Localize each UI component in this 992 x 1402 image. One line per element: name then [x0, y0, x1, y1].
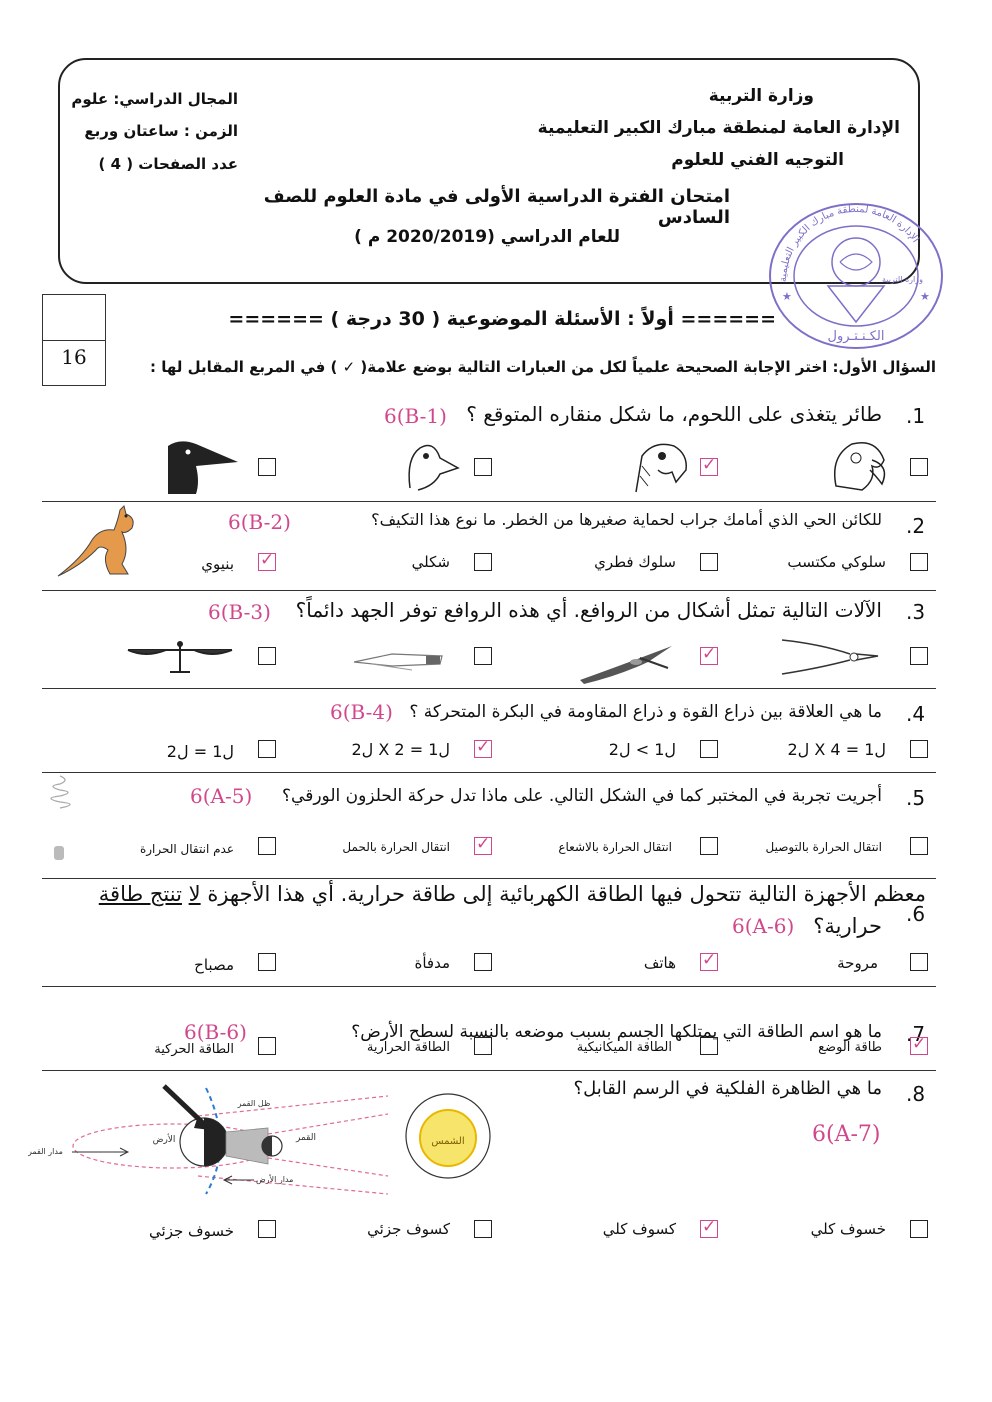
- q7-option-2-label: الطاقة الميكانيكية: [576, 1040, 672, 1055]
- q7-text: ما هو اسم الطاقة التي يمتلكها الجسم بسبب موضعه بالنسبة لسطح الأرض؟: [351, 1022, 882, 1042]
- q2-option-1-label: سلوكي مكتسب: [787, 553, 886, 571]
- q1-number: .1: [906, 404, 926, 428]
- q5-number: .5: [906, 786, 926, 810]
- q3-text: الآلات التالية تمثل أشكال من الروافع. أي هذه الروافع توفر الجهد دائماً؟: [295, 598, 882, 622]
- section-title: ====== أولاً : الأسئلة الموضوعية ( 30 درجة ) ======: [228, 308, 776, 330]
- q5-option-3-label: انتقال الحرارة بالحمل: [342, 840, 450, 854]
- supervision-name: التوجيه الفني للعلوم: [671, 150, 844, 170]
- q5-option-4-checkbox[interactable]: [258, 837, 276, 855]
- q6-option-3-label: مدفأة: [414, 954, 450, 972]
- q6-text: معظم الأجهزة التالية تتحول فيها الطاقة الكهربائية إلى طاقة حرارية. أي هذا الأجهزة لا تنتج طاقة: [98, 882, 926, 906]
- q1-option-4-checkbox[interactable]: [258, 458, 276, 476]
- eagle-beak-image: [628, 436, 694, 502]
- q8-code: 6(A-7): [812, 1122, 881, 1147]
- q4-number: .4: [906, 702, 926, 726]
- q6-separator: [42, 986, 936, 987]
- stapler-image: [352, 644, 446, 676]
- q6-number: .6: [906, 902, 926, 926]
- score-divider: [42, 340, 106, 341]
- q6-option-1-label: مروحة: [837, 954, 878, 972]
- q1-separator: [42, 501, 936, 502]
- q1-option-2-checkbox[interactable]: [700, 458, 718, 476]
- q3-code: 6(B-3): [208, 600, 271, 624]
- q2-option-2-label: سلوك فطري: [594, 553, 676, 571]
- q8-option-3-label: كسوف جزئي: [367, 1220, 450, 1238]
- q6-option-1-checkbox[interactable]: [910, 953, 928, 971]
- q5-option-1-checkbox[interactable]: [910, 837, 928, 855]
- q8-option-1-checkbox[interactable]: [910, 1220, 928, 1238]
- moon-label: القمر: [296, 1133, 316, 1143]
- ministry-name: وزارة التربية: [708, 86, 814, 106]
- q8-option-4-checkbox[interactable]: [258, 1220, 276, 1238]
- svg-text:الكـنـتـرول: الكـنـتـرول: [827, 329, 885, 344]
- q1-text: طائر يتغذى على اللحوم، ما شكل منقاره المتوقع ؟: [466, 402, 882, 426]
- q4-option-3-checkbox[interactable]: [474, 740, 492, 758]
- q5-option-4-label: عدم انتقال الحرارة: [139, 842, 234, 856]
- score-value: 16: [61, 345, 87, 369]
- q8-option-3-checkbox[interactable]: [474, 1220, 492, 1238]
- q1-option-1-checkbox[interactable]: [910, 458, 928, 476]
- q3-option-4-checkbox[interactable]: [258, 647, 276, 665]
- exam-year: للعام الدراسي (2020/2019 م ): [354, 227, 620, 247]
- q7-code: 6(B-6): [184, 1020, 247, 1044]
- q4-option-2-label: ل1 > ل2: [608, 740, 676, 759]
- exam-title: امتحان الفترة الدراسية الأولى في مادة العلوم للصف السادس: [263, 186, 730, 228]
- earth-label: الأرض: [152, 1135, 176, 1145]
- eclipse-diagram: [28, 1076, 508, 1196]
- q3-option-3-checkbox[interactable]: [474, 647, 492, 665]
- q4-separator: [42, 772, 936, 773]
- q2-option-4-checkbox[interactable]: [258, 553, 276, 571]
- q7-separator: [42, 1070, 936, 1071]
- svg-text:الإدارة العامة لمنطقة مبارك ال: الإدارة العامة لمنطقة مبارك الكبير التعليمية: [777, 203, 921, 283]
- q6-option-3-checkbox[interactable]: [474, 953, 492, 971]
- q6-negation: لا: [188, 882, 201, 906]
- svg-text:★: ★: [920, 290, 930, 303]
- q2-code: 6(B-2): [228, 510, 291, 534]
- q4-option-1-checkbox[interactable]: [910, 740, 928, 758]
- q2-option-3-label: شكلي: [411, 553, 450, 571]
- q2-separator: [42, 590, 936, 591]
- parrot-beak-image: [826, 436, 896, 500]
- q2-text: للكائن الحي الذي أمامك جراب لحماية صغيرها من الخطر. ما نوع هذا التكيف؟: [371, 510, 882, 529]
- q6-option-4-label: مصباح: [194, 956, 234, 974]
- time-label: الزمن : ساعتان وربع: [84, 122, 238, 140]
- pliers-image: [780, 634, 880, 684]
- q6-option-2-label: هاتف: [643, 954, 676, 972]
- earth-orbit-label: مدار الأرض: [256, 1175, 294, 1184]
- q7-number: .7: [906, 1022, 926, 1046]
- question-instruction: السؤال الأول: اختر الإجابة الصحيحة علمياً لكل من العبارات التالية بوضع علامة( ✓ ) في المربع المقابل لها :: [149, 358, 936, 376]
- q3-option-2-checkbox[interactable]: [700, 647, 718, 665]
- q5-option-3-checkbox[interactable]: [474, 837, 492, 855]
- q4-option-4-label: ل1 = ل2: [166, 742, 234, 761]
- duck-beak-image: [404, 438, 460, 498]
- q5-text: أجريت تجربة في المختبر كما في الشكل التالي. على ماذا تدل حركة الحلزون الورقي؟: [282, 786, 882, 806]
- q8-option-2-checkbox[interactable]: [700, 1220, 718, 1238]
- q7-option-3-label: الطاقة الحرارية: [366, 1040, 450, 1055]
- q5-code: 6(A-5): [190, 784, 253, 808]
- svg-text:★: ★: [782, 290, 792, 303]
- q7-option-1-checkbox[interactable]: [910, 1037, 928, 1055]
- kangaroo-image: [56, 504, 152, 584]
- q7-option-1-label: طاقة الوضع: [818, 1040, 882, 1055]
- q8-option-2-label: كسوف كلي: [602, 1220, 676, 1238]
- q2-number: .2: [906, 514, 926, 538]
- q4-code: 6(B-4): [330, 700, 393, 724]
- q5-separator: [42, 878, 936, 879]
- q4-option-4-checkbox[interactable]: [258, 740, 276, 758]
- q7-option-4-label: الطاقة الحركية: [154, 1042, 234, 1057]
- q7-option-4-checkbox[interactable]: [258, 1037, 276, 1055]
- paper-spiral-image: [36, 772, 84, 872]
- q4-option-1-label: ل1 = 4 X ل2: [787, 740, 886, 759]
- sun-label: الشمس: [431, 1136, 465, 1147]
- q6-option-2-checkbox[interactable]: [700, 953, 718, 971]
- q2-option-3-checkbox[interactable]: [474, 553, 492, 571]
- field-label: المجال الدراسي: علوم: [71, 90, 238, 108]
- svg-text:وزارة التربية: وزارة التربية: [882, 275, 923, 284]
- q2-option-4-label: بنيوي: [201, 555, 234, 573]
- q2-option-1-checkbox[interactable]: [910, 553, 928, 571]
- moon-shadow-label: ظل القمر: [237, 1099, 271, 1108]
- balance-image: [126, 636, 234, 680]
- q7-option-3-checkbox[interactable]: [474, 1037, 492, 1055]
- q3-option-1-checkbox[interactable]: [910, 647, 928, 665]
- crow-beak-image: [166, 436, 240, 500]
- q8-number: .8: [906, 1082, 926, 1106]
- q1-option-3-checkbox[interactable]: [474, 458, 492, 476]
- q2-option-2-checkbox[interactable]: [700, 553, 718, 571]
- q1-code: 6(B-1): [384, 404, 447, 428]
- q8-option-4-label: خسوف جزئي: [149, 1222, 234, 1240]
- q6-option-4-checkbox[interactable]: [258, 953, 276, 971]
- q3-number: .3: [906, 600, 926, 624]
- q5-option-2-label: انتقال الحرارة بالاشعاع: [558, 840, 672, 854]
- q5-option-2-checkbox[interactable]: [700, 837, 718, 855]
- q6-text-line2: حرارية؟: [813, 914, 882, 938]
- official-stamp: [764, 190, 944, 350]
- q7-option-2-checkbox[interactable]: [700, 1037, 718, 1055]
- directorate-name: الإدارة العامة لمنطقة مبارك الكبير التعليمية: [537, 118, 900, 138]
- q6-code: 6(A-6): [732, 914, 795, 938]
- q8-text: ما هي الظاهرة الفلكية في الرسم القابل؟: [573, 1078, 882, 1099]
- moon-orbit-label: مدار القمر: [28, 1147, 63, 1156]
- q4-option-3-label: ل1 = 2 X ل2: [351, 740, 450, 759]
- q8-option-1-label: خسوف كلي: [810, 1220, 886, 1238]
- nutcracker-image: [578, 640, 674, 688]
- q4-text: ما هي العلاقة بين ذراع القوة و ذراع المقاومة في البكرة المتحركة ؟: [409, 702, 882, 722]
- q4-option-2-checkbox[interactable]: [700, 740, 718, 758]
- q5-option-1-label: انتقال الحرارة بالتوصيل: [765, 840, 882, 854]
- q3-separator: [42, 688, 936, 689]
- pages-label: عدد الصفحات ( 4 ): [98, 155, 238, 173]
